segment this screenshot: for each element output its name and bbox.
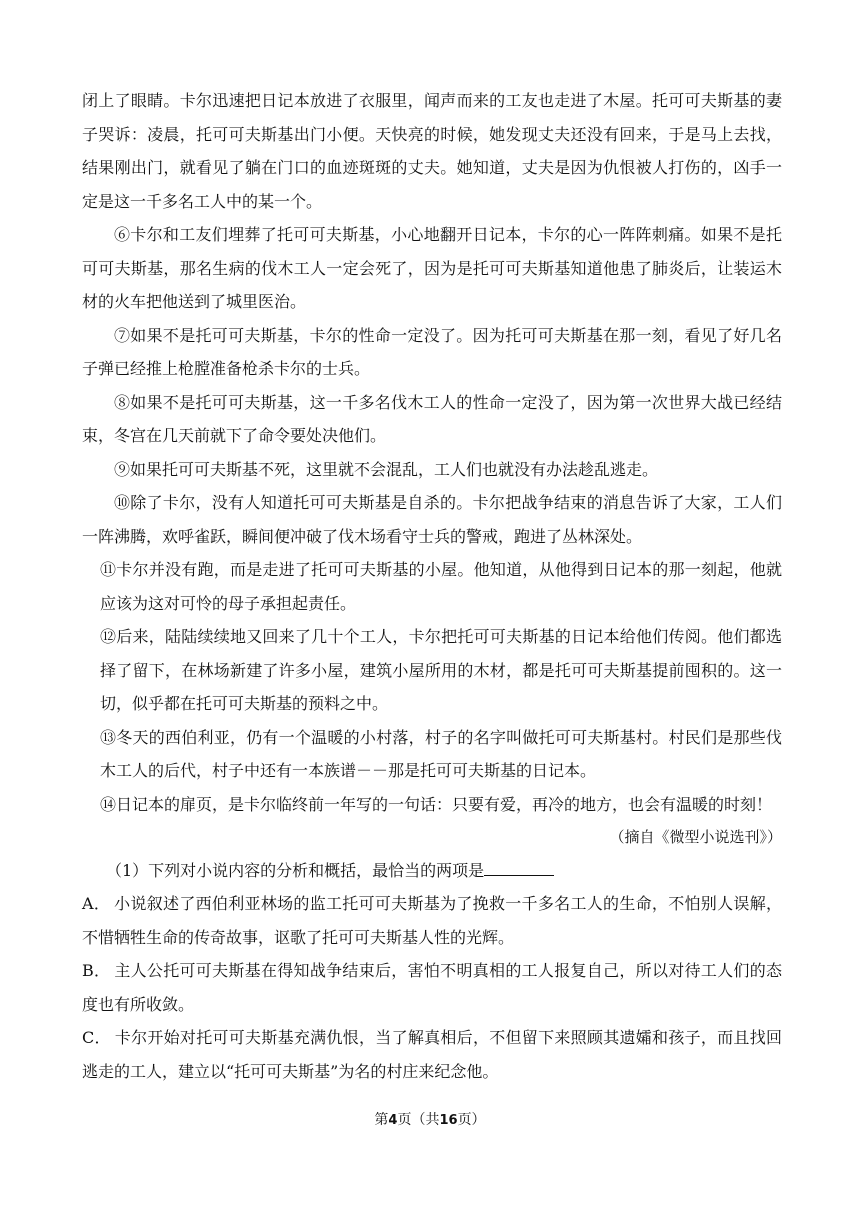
footer-prefix: 第 (374, 1112, 389, 1128)
source-citation: （摘自《微型小说选刊》） (609, 828, 782, 846)
option-a-text: 小说叙述了西伯利亚林场的监工托可可夫斯基为了挽救一千多名工人的生命，不怕别人误解，不惜牺牲生命的传奇故事，讴歌了托可可夫斯基人性的光辉。 (82, 894, 782, 947)
question-stem (82, 854, 782, 887)
paragraph-9: ⑨如果托可可夫斯基不死，这里就不会混乱，工人们也就没有办法趁乱逃走。 (114, 459, 659, 479)
footer-middle: 页（共 (397, 1112, 440, 1128)
answer-blank (484, 859, 554, 876)
paragraph-7: ⑦如果不是托可可夫斯基，卡尔的性命一定没了。因为托可可夫斯基在那一刻，看见了好几名子弹已经推上枪膛准备枪杀卡尔的士兵。 (82, 325, 782, 378)
page-footer (0, 1110, 860, 1131)
option-b-label: B． (82, 961, 111, 980)
option-b (82, 954, 782, 1021)
question-stem-text: （1）下列对小说内容的分析和概括，最恰当的两项是 (106, 861, 485, 880)
paragraph-13: ⑬冬天的西伯利亚，仍有一个温暖的小村落，村子的名字叫做托可可夫斯基村。村民们是那些伐木工人的后代，村子中还有一本族谱－－那是托可可夫斯基的日记本。 (100, 727, 782, 780)
option-c-text: 卡尔开始对托可可夫斯基充满仇恨，当了解真相后，不但留下来照顾其遗孀和孩子，而且找回逃走的工人，建立以“托可可夫斯基”为名的村庄来纪念他。 (82, 1028, 782, 1081)
option-c-label: C． (82, 1028, 111, 1047)
option-a-label: A． (82, 894, 111, 913)
paragraph-5-continued: 闭上了眼睛。卡尔迅速把日记本放进了衣服里，闻声而来的工友也走进了木屋。托可可夫斯基的妻子哭诉：凌晨，托可可夫斯基出门小便。天快亮的时候，她发现丈夫还没有回来，于是马上去找，结果刚出门，就看见了躺在门口的血迹斑斑的丈夫。她知道，丈夫是因为仇恨被人打伤的，凶手一定是这一千多名工人中的某一个。 (82, 91, 782, 211)
option-c (82, 1021, 782, 1088)
footer-suffix: 页） (457, 1112, 486, 1128)
footer-page-number: 4 (388, 1113, 398, 1128)
paragraph-11: ⑪卡尔并没有跑，而是走进了托可可夫斯基的小屋。他知道，从他得到日记本的那一刻起，他就应该为这对可怜的母子承担起责任。 (100, 560, 782, 613)
option-b-text: 主人公托可可夫斯基在得知战争结束后，害怕不明真相的工人报复自己，所以对待工人们的态度也有所收敛。 (82, 961, 782, 1014)
paragraph-12: ⑫后来，陆陆续续地又回来了几十个工人，卡尔把托可可夫斯基的日记本给他们传阅。他们都选择了留下，在林场新建了许多小屋，建筑小屋所用的木材，都是托可可夫斯基提前囤积的。这一切，似乎都在托可可夫斯基的预料之中。 (100, 627, 782, 713)
paragraph-14: ⑭日记本的扉页，是卡尔临终前一年写的一句话：只要有爱，再冷的地方，也会有温暖的时刻！ (100, 794, 773, 814)
paragraph-8: ⑧如果不是托可可夫斯基，这一千多名伐木工人的性命一定没了，因为第一次世界大战已经结束，冬宫在几天前就下了命令要处决他们。 (82, 392, 782, 445)
document-body (82, 84, 782, 1088)
option-a (82, 887, 782, 954)
footer-total-pages: 16 (439, 1113, 458, 1128)
paragraph-10: ⑩除了卡尔，没有人知道托可可夫斯基是自杀的。卡尔把战争结束的消息告诉了大家，工人们一阵沸腾，欢呼雀跃，瞬间便冲破了伐木场看守士兵的警戒，跑进了丛林深处。 (82, 493, 782, 546)
paragraph-6: ⑥卡尔和工友们埋葬了托可可夫斯基，小心地翻开日记本，卡尔的心一阵阵刺痛。如果不是托可可夫斯基，那名生病的伐木工人一定会死了，因为是托可可夫斯基知道他患了肺炎后，让装运木材的火车把他送到了城里医治。 (82, 225, 782, 311)
